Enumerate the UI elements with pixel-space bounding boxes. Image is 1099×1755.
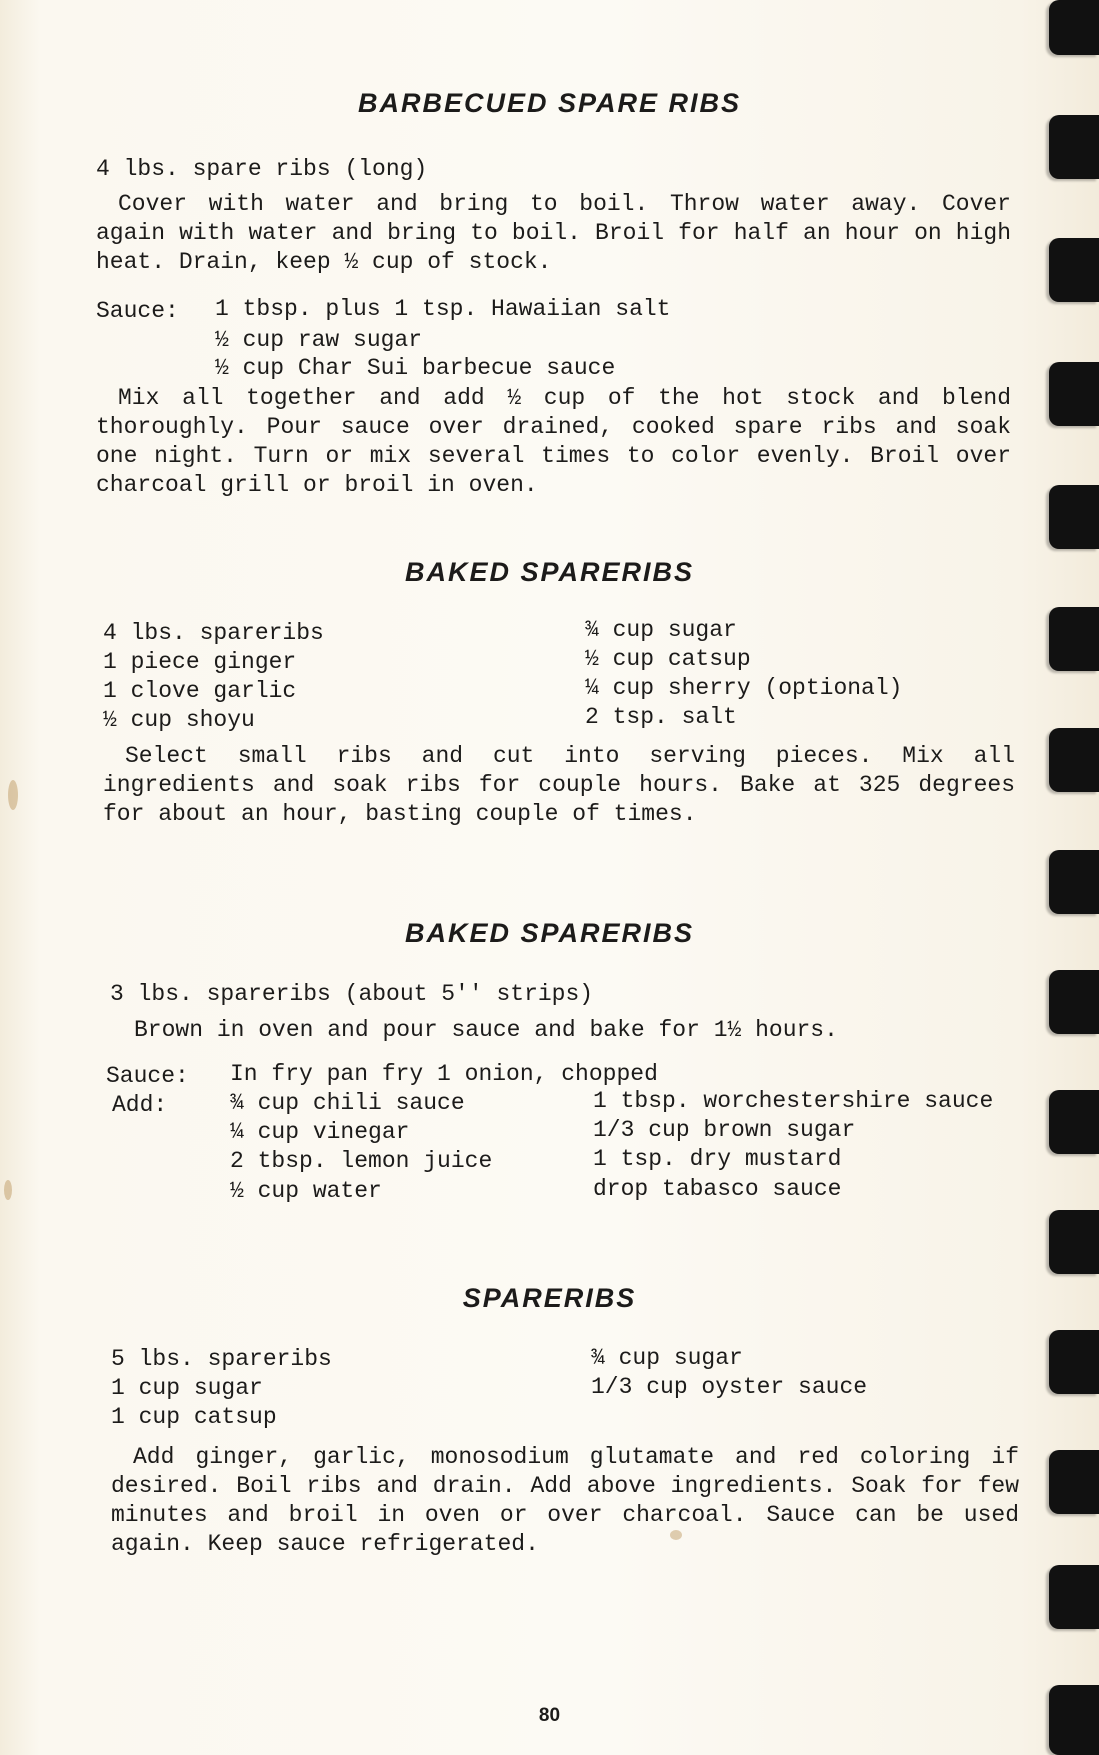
binding-ring [1049,1210,1099,1274]
stain-mark [4,1180,12,1200]
binding-ring [1049,850,1099,914]
recipe-method: Select small ribs and cut into serving pieces. Mix all ingredients and soak ribs for couple hours. Bake at 325 degrees for about an hour, basting couple of times. [103,743,1015,827]
sauce-item: 1/3 cup brown sugar [593,1117,856,1143]
sauce-item: ½ cup raw sugar [215,327,423,353]
recipe-title: BAKED SPARERIBS [404,918,695,948]
binding-ring [1049,1450,1099,1514]
ingredient-line: ¾ cup sugar [591,1345,743,1371]
ingredient-line: 1 piece ginger [103,649,297,675]
ingredient-line: ½ cup shoyu [103,707,255,733]
ingredient-line: 3 lbs. spareribs (about 5'' strips) [110,981,594,1007]
sauce-item: ½ cup Char Sui barbecue sauce [215,355,616,381]
recipe-title: BARBECUED SPARE RIBS [357,88,742,118]
sauce-item: 1 tbsp. plus 1 tsp. Hawaiian salt [215,296,671,322]
ingredient-line: 1/3 cup oyster sauce [591,1374,868,1400]
binding-ring [1049,728,1099,792]
page-number: 80 [538,1705,561,1726]
sauce-line: In fry pan fry 1 onion, chopped [230,1061,658,1087]
binding-ring [1049,362,1099,426]
binding-ring [1049,607,1099,671]
binding-ring [1049,1090,1099,1154]
ingredient-line: 4 lbs. spareribs [103,620,324,646]
sauce-item: 1 tsp. dry mustard [593,1146,842,1172]
recipe-title: BAKED SPARERIBS [404,557,695,587]
binding-ring [1049,238,1099,302]
add-label: Add: [112,1092,168,1118]
sauce-item: 2 tbsp. lemon juice [230,1148,493,1174]
recipe-method: Add ginger, garlic, monosodium glutamate and red coloring if desired. Boil ribs and drain. Add above ingredients. Soak for few minutes and broil in oven or over charcoal. Sauce can be used again. Keep sauce refrigerated. [111,1444,1019,1557]
binding-ring [1049,0,1099,55]
stain-mark [8,780,18,810]
ingredient-line: 5 lbs. spareribs [111,1346,332,1372]
sauce-label: Sauce: [106,1063,189,1089]
sauce-item: ¾ cup chili sauce [230,1090,465,1116]
sauce-item: ½ cup water [230,1178,382,1204]
sauce-item: 1 tbsp. worchestershire sauce [593,1088,994,1114]
ingredient-line: ½ cup catsup [585,646,751,672]
ingredient-line: 2 tsp. salt [585,704,737,730]
ingredient-line: 4 lbs. spare ribs (long) [96,156,428,182]
binding-ring [1049,1330,1099,1394]
sauce-item: drop tabasco sauce [593,1176,842,1202]
ingredient-line: ¾ cup sugar [585,617,737,643]
recipe-instructions: Cover with water and bring to boil. Throw water away. Cover again with water and bring to boil. Broil for half an hour on high heat. Drain, keep ½ cup of stock. [96,191,1011,275]
ingredient-line: 1 clove garlic [103,678,297,704]
recipe-title: SPARERIBS [462,1283,637,1313]
ingredient-line: 1 cup sugar [111,1375,263,1401]
recipe-method: Mix all together and add ½ cup of the hot stock and blend thoroughly. Pour sauce over drained, cooked spare ribs and soak one night. Turn or mix several times to color evenly. Broil over charcoal grill or broil in oven. [96,385,1011,498]
binding-ring [1049,485,1099,549]
binding-ring [1049,970,1099,1034]
ingredient-line: ¼ cup sherry (optional) [585,675,903,701]
sauce-item: ¼ cup vinegar [230,1119,410,1145]
binding-ring [1049,1565,1099,1629]
spiral-binding [1039,0,1099,1755]
recipe-instructions: Brown in oven and pour sauce and bake for 1½ hours. [134,1017,838,1043]
binding-ring [1049,115,1099,179]
sauce-label: Sauce: [96,298,179,324]
ingredient-line: 1 cup catsup [111,1404,277,1430]
